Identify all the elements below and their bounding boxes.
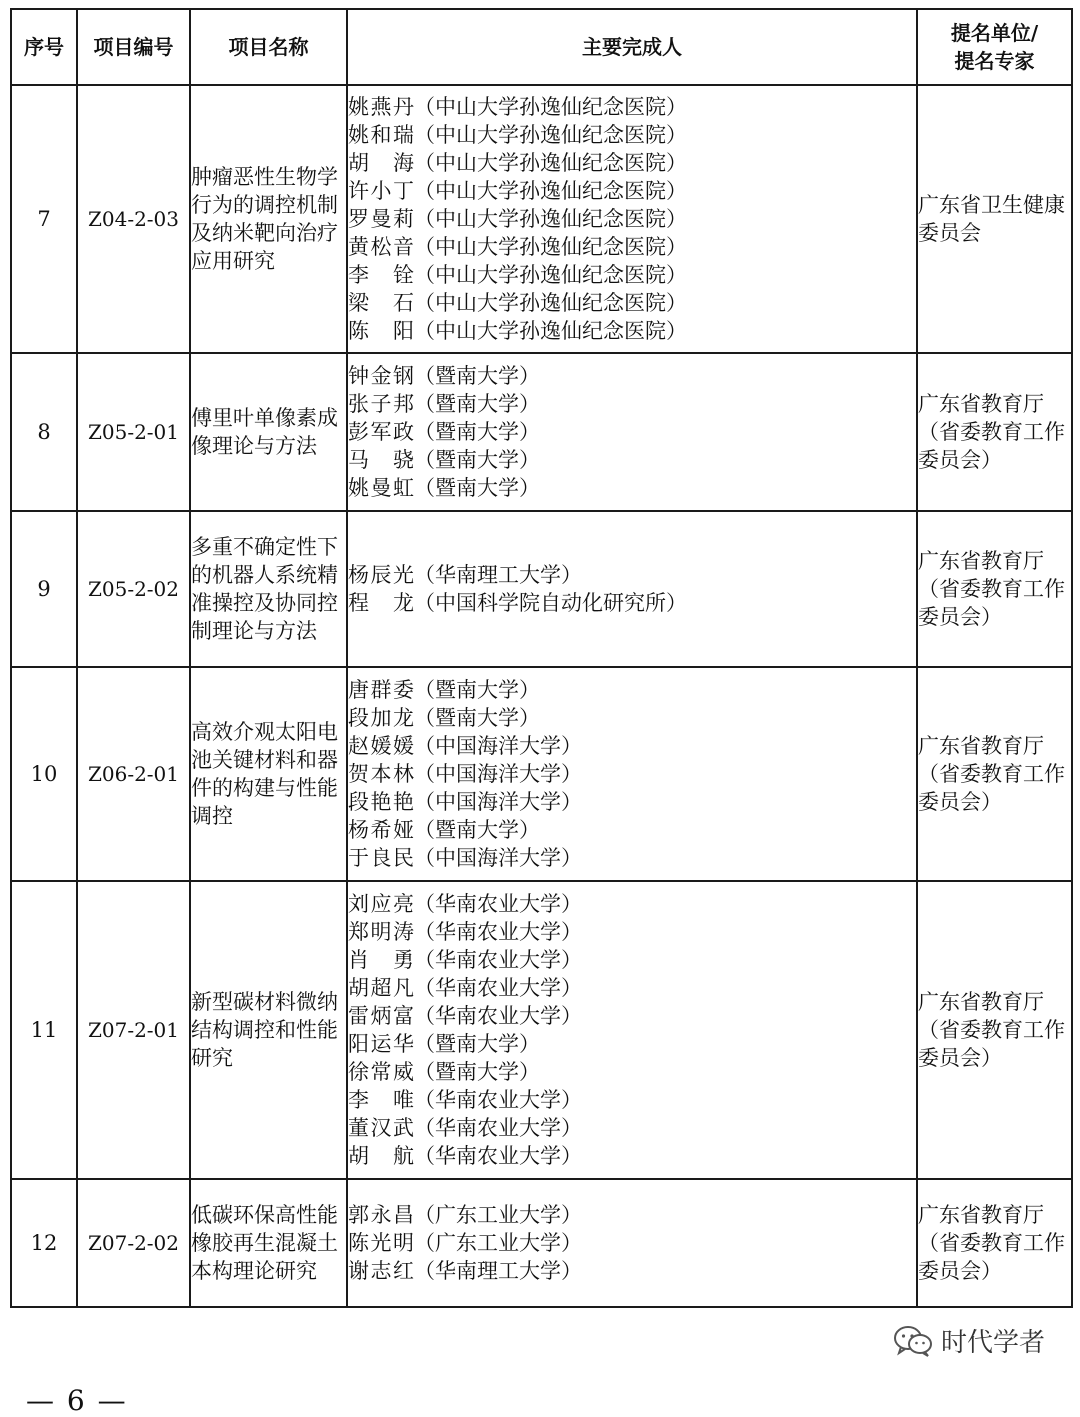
table-row [11,1179,1072,1307]
person-entry [348,1142,916,1170]
cell-nominating-unit: 广东省教育厅（省委教育工作委员会） [917,667,1072,881]
person-name: 徐常威 [348,1060,414,1084]
person-entry [348,1201,916,1229]
cell-people [347,85,917,353]
person-entry [348,474,916,502]
cell-no: 7 [11,85,77,353]
table-header-row [11,9,1072,85]
person-institution: （暨南大学） [414,1032,540,1056]
cell-no: 8 [11,353,77,511]
person-institution: （中山大学孙逸仙纪念医院） [414,123,687,147]
person-institution: （暨南大学） [414,706,540,730]
person-entry [348,289,916,317]
cell-people [347,667,917,881]
header-code: 项目编号 [77,9,190,85]
cell-people [347,511,917,667]
header-name: 项目名称 [190,9,347,85]
cell-code: Z07-2-02 [77,1179,190,1307]
page-number: — 6 — [26,1384,128,1417]
person-name: 谢志红 [348,1259,414,1283]
person-name: 梁石 [348,291,414,315]
person-name: 姚燕丹 [348,95,414,119]
cell-code: Z04-2-03 [77,85,190,353]
person-institution: （中国海洋大学） [414,846,582,870]
person-institution: （暨南大学） [414,420,540,444]
person-entry [348,1058,916,1086]
person-institution: （暨南大学） [414,678,540,702]
person-institution: （中山大学孙逸仙纪念医院） [414,263,687,287]
person-name: 胡超凡 [348,976,414,1000]
cell-code: Z05-2-01 [77,353,190,511]
person-entry [348,561,916,589]
person-institution: （中山大学孙逸仙纪念医院） [414,291,687,315]
header-no: 序号 [11,9,77,85]
person-name: 杨辰光 [348,563,414,587]
person-institution: （华南理工大学） [414,563,582,587]
person-name: 于良民 [348,846,414,870]
cell-no: 11 [11,881,77,1179]
wechat-icon [893,1324,933,1358]
person-institution: （中国科学院自动化研究所） [414,591,687,615]
person-institution: （华南农业大学） [414,1004,582,1028]
person-name: 段加龙 [348,706,414,730]
person-name: 董汉武 [348,1116,414,1140]
person-institution: （华南农业大学） [414,976,582,1000]
cell-nominating-unit: 广东省教育厅（省委教育工作委员会） [917,1179,1072,1307]
table-row [11,85,1072,353]
person-entry [348,816,916,844]
cell-project-name: 傅里叶单像素成像理论与方法 [190,353,347,511]
cell-project-name: 高效介观太阳电池关键材料和器件的构建与性能调控 [190,667,347,881]
person-name: 陈光明 [348,1231,414,1255]
person-institution: （暨南大学） [414,448,540,472]
cell-code: Z07-2-01 [77,881,190,1179]
person-name: 彭军政 [348,420,414,444]
cell-no: 10 [11,667,77,881]
person-institution: （广东工业大学） [414,1203,582,1227]
person-name: 肖勇 [348,948,414,972]
person-name: 刘应亮 [348,892,414,916]
person-name: 李唯 [348,1088,414,1112]
person-institution: （暨南大学） [414,392,540,416]
person-institution: （暨南大学） [414,818,540,842]
person-institution: （华南农业大学） [414,948,582,972]
cell-no: 12 [11,1179,77,1307]
person-institution: （华南理工大学） [414,1259,582,1283]
person-institution: （中国海洋大学） [414,734,582,758]
person-institution: （暨南大学） [414,1060,540,1084]
cell-nominating-unit: 广东省教育厅（省委教育工作委员会） [917,511,1072,667]
person-name: 杨希娅 [348,818,414,842]
person-institution: （中山大学孙逸仙纪念医院） [414,319,687,343]
person-institution: （中国海洋大学） [414,790,582,814]
person-entry [348,205,916,233]
person-name: 郭永昌 [348,1203,414,1227]
cell-code: Z06-2-01 [77,667,190,881]
person-entry [348,418,916,446]
person-name: 雷炳富 [348,1004,414,1028]
person-entry [348,788,916,816]
person-name: 许小丁 [348,179,414,203]
person-institution: （中山大学孙逸仙纪念医院） [414,151,687,175]
person-institution: （中山大学孙逸仙纪念医院） [414,95,687,119]
person-entry [348,317,916,345]
watermark [893,1322,1045,1359]
person-name: 胡航 [348,1144,414,1168]
table-row [11,511,1072,667]
person-institution: （华南农业大学） [414,1088,582,1112]
person-entry [348,1086,916,1114]
person-entry [348,1257,916,1285]
person-entry [348,233,916,261]
cell-nominating-unit: 广东省教育厅（省委教育工作委员会） [917,881,1072,1179]
person-entry [348,1114,916,1142]
person-entry [348,1002,916,1030]
person-institution: （中山大学孙逸仙纪念医院） [414,235,687,259]
person-entry [348,760,916,788]
cell-people [347,881,917,1179]
person-name: 阳运华 [348,1032,414,1056]
person-name: 郑明涛 [348,920,414,944]
person-entry [348,676,916,704]
person-entry [348,918,916,946]
person-entry [348,362,916,390]
cell-code: Z05-2-02 [77,511,190,667]
person-entry [348,589,916,617]
table-row [11,881,1072,1179]
cell-people [347,1179,917,1307]
cell-project-name: 多重不确定性下的机器人系统精准操控及协同控制理论与方法 [190,511,347,667]
person-name: 胡海 [348,151,414,175]
person-institution: （中国海洋大学） [414,762,582,786]
person-institution: （暨南大学） [414,364,540,388]
person-name: 罗曼莉 [348,207,414,231]
cell-project-name: 新型碳材料微纳结构调控和性能研究 [190,881,347,1179]
person-entry [348,946,916,974]
cell-nominating-unit: 广东省教育厅（省委教育工作委员会） [917,353,1072,511]
table-body [11,85,1072,1307]
person-name: 陈阳 [348,319,414,343]
person-name: 赵媛媛 [348,734,414,758]
person-name: 段艳艳 [348,790,414,814]
person-entry [348,390,916,418]
cell-project-name: 低碳环保高性能橡胶再生混凝土本构理论研究 [190,1179,347,1307]
person-name: 马骁 [348,448,414,472]
header-people: 主要完成人 [347,9,917,85]
person-name: 李铨 [348,263,414,287]
person-name: 唐群委 [348,678,414,702]
cell-project-name: 肿瘤恶性生物学行为的调控机制及纳米靶向治疗应用研究 [190,85,347,353]
table-row [11,353,1072,511]
person-institution: （华南农业大学） [414,920,582,944]
person-entry [348,177,916,205]
person-entry [348,1229,916,1257]
person-entry [348,1030,916,1058]
person-institution: （广东工业大学） [414,1231,582,1255]
header-unit-line2: 提名专家 [954,49,1035,73]
person-name: 姚曼虹 [348,476,414,500]
person-entry [348,974,916,1002]
person-entry [348,446,916,474]
person-entry [348,844,916,872]
person-entry [348,261,916,289]
awards-table [10,8,1073,1308]
person-entry [348,121,916,149]
person-entry [348,149,916,177]
person-entry [348,890,916,918]
person-institution: （中山大学孙逸仙纪念医院） [414,207,687,231]
person-institution: （华南农业大学） [414,1144,582,1168]
person-institution: （华南农业大学） [414,892,582,916]
person-name: 姚和瑞 [348,123,414,147]
cell-nominating-unit: 广东省卫生健康委员会 [917,85,1072,353]
person-name: 张子邦 [348,392,414,416]
person-entry [348,93,916,121]
person-name: 贺本林 [348,762,414,786]
header-unit [917,9,1072,85]
person-institution: （华南农业大学） [414,1116,582,1140]
cell-no: 9 [11,511,77,667]
person-name: 黄松音 [348,235,414,259]
person-entry [348,704,916,732]
watermark-text: 时代学者 [941,1328,1046,1358]
person-institution: （中山大学孙逸仙纪念医院） [414,179,687,203]
person-institution: （暨南大学） [414,476,540,500]
table-row [11,667,1072,881]
header-unit-line1: 提名单位/ [950,21,1039,45]
person-entry [348,732,916,760]
cell-people [347,353,917,511]
person-name: 程龙 [348,591,414,615]
person-name: 钟金钢 [348,364,414,388]
